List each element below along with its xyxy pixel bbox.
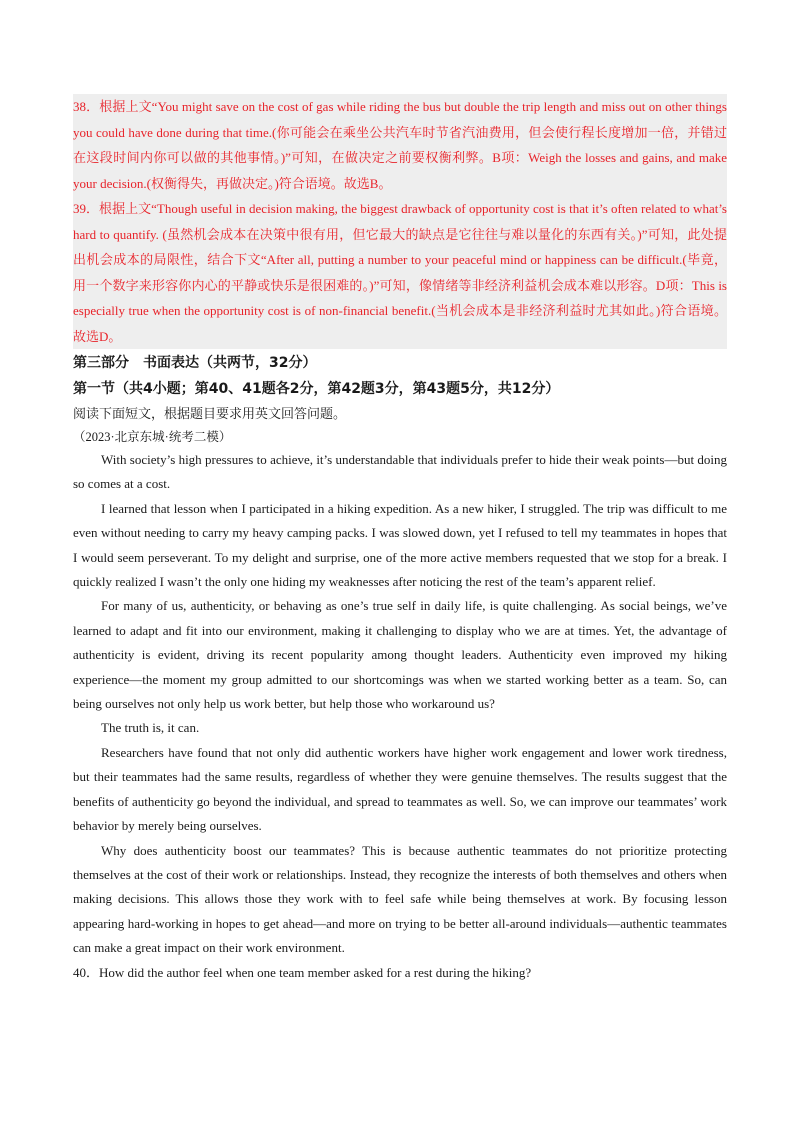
question-40: 40．How did the author feel when one team member asked for a rest during the hiking? <box>73 964 532 980</box>
source-label: （2023·北京东城·统考二模） <box>73 430 232 444</box>
instruction-text: 阅读下面短文，根据题目要求用英文回答问题。 <box>73 406 347 421</box>
passage-paragraph: The truth is, it can. <box>101 720 200 736</box>
passage-paragraph: I learned that lesson when I participated in a hiking expedition. As a new hiker, I struggled. The trip was difficult to me even without needing to carry my heavy camping packs. I was slowed down, yet I refused to tell my teammates in hopes that I would seem perseverant. To my delight and surprise, one of the more active members requested that we stop for a break. I quickly realized I wasn’t the only one hiding my weaknesses after noticing the rest of the team’s apparent relief. <box>73 500 727 590</box>
passage-paragraph: Researchers have found that not only did authentic workers have higher work engagement and lower work tiredness, but their teammates had the same results, regardless of whether they were genuine themselves. The results suggest that the benefits of authenticity go beyond the individual, and spread to teammates as well. So, we can improve our teammates’ work behavior by merely being ourselves. <box>73 744 727 834</box>
answer-39: 39．根据上文“Though useful in decision making, the biggest drawback of opportunity cost is that it’s often related to what’s hard to quantify. (虽然机会成本在决策中很有用，但它最大的缺点是它往往与难以量化的东西有关。)”可知，此处提出机会成本的局限性，结合下文“After all, putting a number to your peaceful mind or happiness can be difficult.(毕竟，用一个数字来形容你内心的平静或快乐是很困难的。)”可知，像情绪等非经济利益机会成本难以形容。D项：This is especially true when the opportunity cost is of non-financial benefit.(当机会成本是非经济利益时尤其如此。)符合语境。故选D。 <box>73 201 727 344</box>
passage-paragraph: With society’s high pressures to achieve, it’s understandable that individuals prefer to hide their weak points—but doing so comes at a cost. <box>73 452 727 492</box>
answer-explanation-box <box>73 94 727 349</box>
reading-passage <box>73 448 727 961</box>
passage-paragraph: For many of us, authenticity, or behaving as one’s true self in daily life, is quite challenging. As social beings, we’ve learned to adapt and fit into our environment, making it challenging to display who we are at times. Yet, the advantage of authenticity is evident, driving its recent popularity among thought leaders. Authenticity even improved my hiking experience—the moment my group admitted to our shortcomings was when we started working better as a team. So, can being ourselves not only help us work better, but help those who workaround us? <box>73 598 727 712</box>
answer-38: 38．根据上文“You might save on the cost of gas while riding the bus but double the trip length and miss out on other things you could have done during that time.(你可能会在乘坐公共汽车时节省汽油费用，但会使行程长度增加一倍，并错过在这段时间内你可以做的其他事情。)”可知，在做决定之前要权衡利弊。B项：Weigh the losses and gains, and make your decision.(权衡得失，再做决定。)符合语境。故选B。 <box>73 99 727 191</box>
sub-section-title: 第一节（共4小题；第40、41题各2分，第42题3分，第43题5分，共12分） <box>73 381 560 397</box>
document-page <box>73 94 727 985</box>
passage-paragraph: Why does authenticity boost our teammates? This is because authentic teammates do not prioritize protecting themselves at the cost of their work or relationships. Instead, they recognize the interests of both themselves and others when making decisions. This allows those they work with to feel safe while being themselves at work. By focusing lesson appearing hard-working in hopes to get ahead—and more on trying to be better all-around individuals—authentic teammates can make a great impact on their work environment. <box>73 842 727 956</box>
section-title: 第三部分 书面表达（共两节，32分） <box>73 355 317 371</box>
